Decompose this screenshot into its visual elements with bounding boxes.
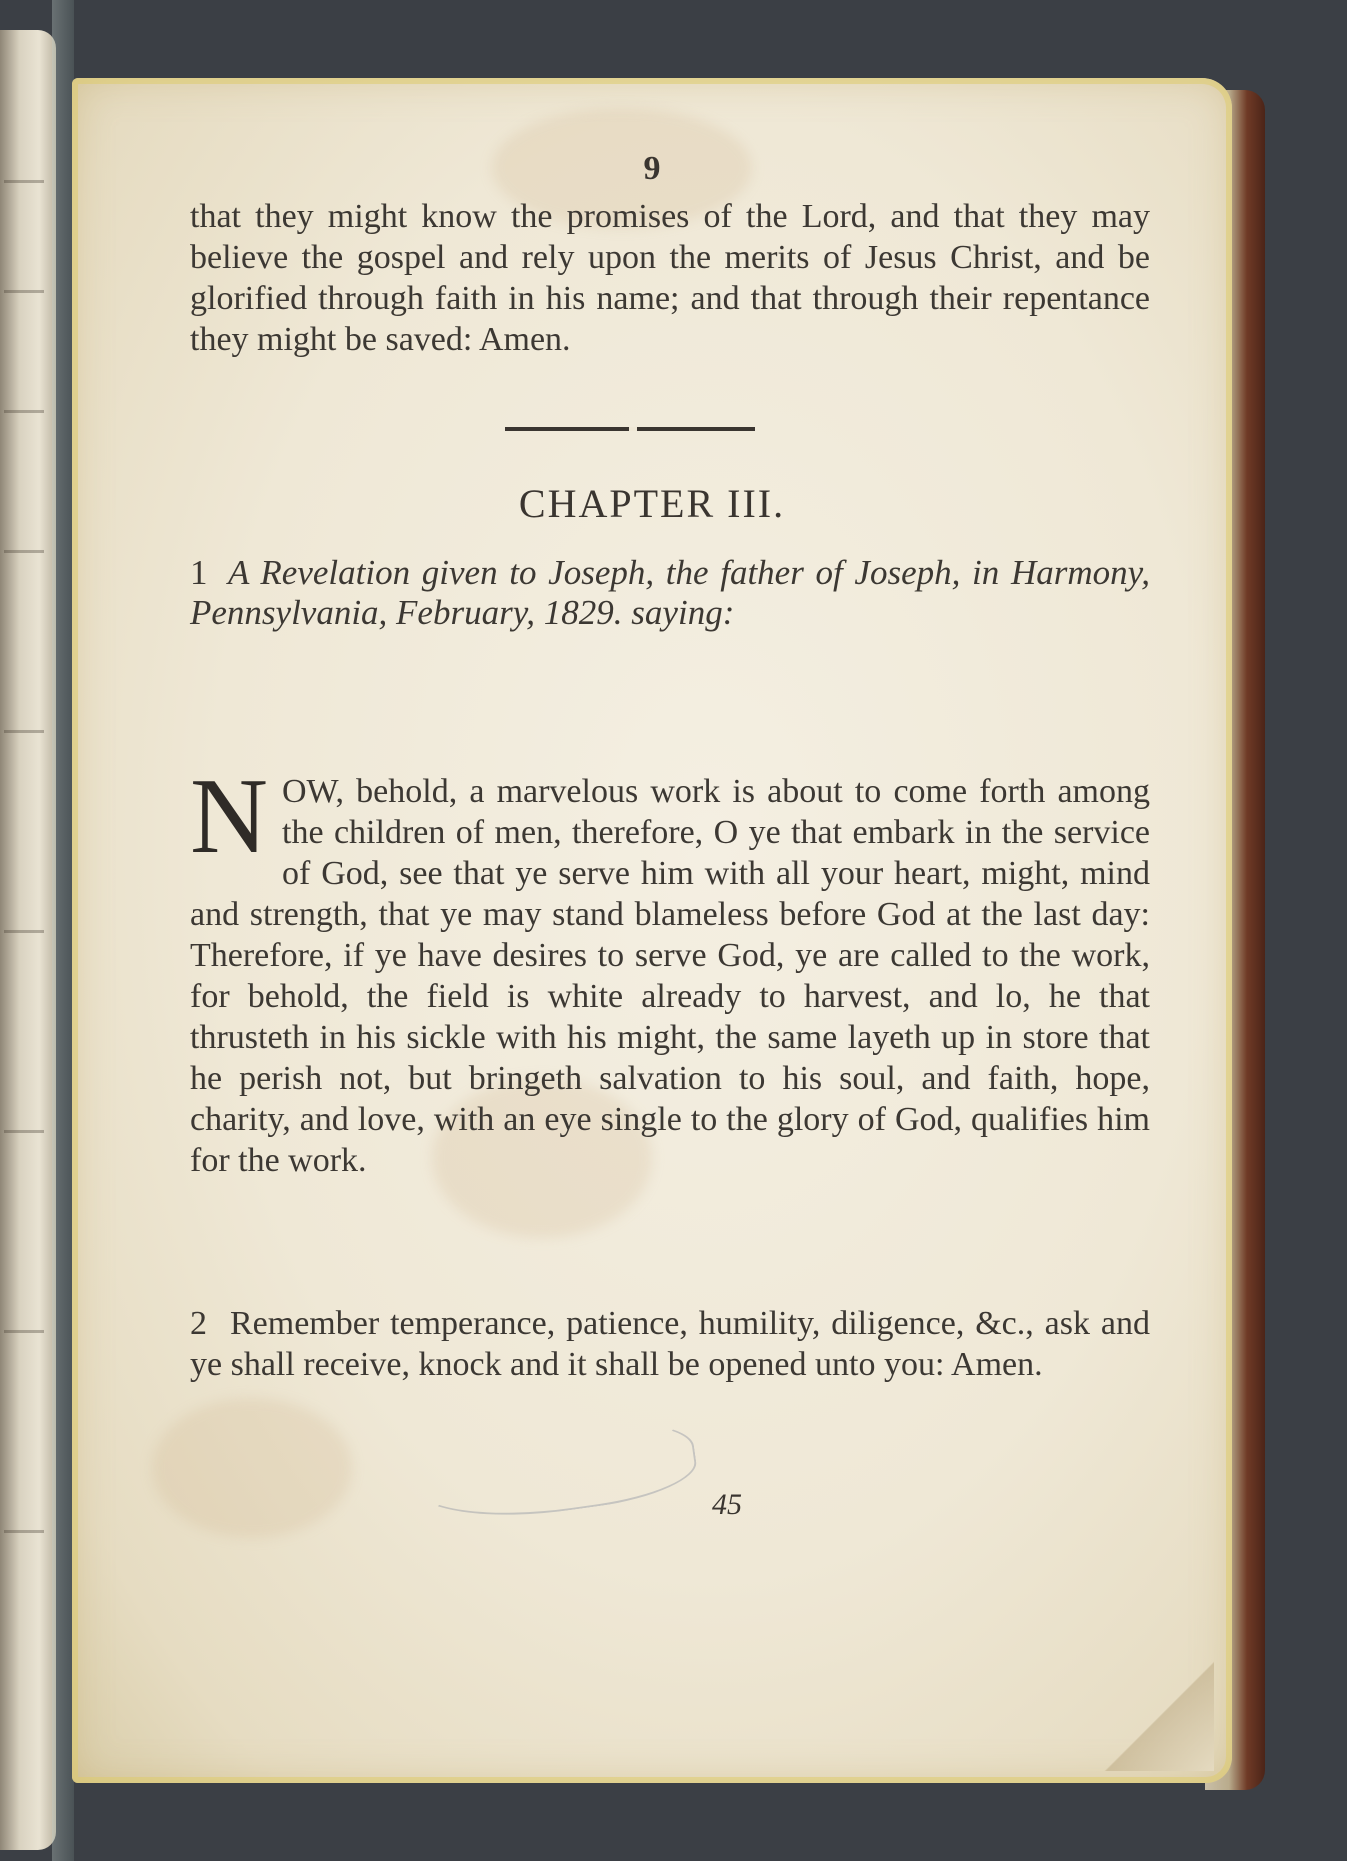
page-number: 9 xyxy=(643,150,661,187)
chapter-heading: CHAPTER III. xyxy=(518,481,786,526)
verse-2-text: Remember temperance, patience, humility, diligence, &c., ask and ye shall receive, knock and it shall be opened unto you: Amen. xyxy=(190,1305,1150,1383)
facing-page-edge xyxy=(0,30,56,1850)
verse-2-number: 2 xyxy=(190,1305,207,1342)
summary-text: A Revelation given to Joseph, the father of Joseph, in Harmony, Pennsylvania, February, 1829. saying: xyxy=(190,553,1150,632)
continuation-text xyxy=(190,196,1150,360)
verse-1-text: OW, behold, a marvelous work is about to come forth among the children of men, therefore, O ye that embark in the service of God, see that ye serve him with all your heart, might, mind and strength, that ye may stand blameless before God at the last day: Therefore, if ye have desires to serve God, ye are called to the work, for behold, the field is white already to harvest, and lo, he that thrusteth in his sickle with his might, the same layeth up in store that he perish not, but bringeth salvation to his soul, and faith, hope, charity, and love, with an eye single to the glory of God, qualifies him for the work. xyxy=(190,773,1150,1179)
signature-mark: 45 xyxy=(712,1488,742,1521)
continuation-paragraph: that they might know the promises of the Lord, and that they may believe the gospel and rely upon the merits of Jesus Christ, and be glorified through faith in his name; and that through their repentance they might be saved: Amen. xyxy=(190,198,1150,358)
verse-1 xyxy=(190,757,1150,1181)
chapter-summary xyxy=(190,553,1150,633)
verse-2 xyxy=(190,1303,1150,1385)
section-divider xyxy=(505,427,755,431)
glass-strip xyxy=(52,0,74,1861)
corner-fold xyxy=(1104,1661,1214,1771)
summary-number: 1 xyxy=(190,553,208,592)
drop-cap: N xyxy=(190,757,268,876)
book-page xyxy=(72,78,1232,1783)
pencil-mark xyxy=(408,1409,701,1532)
